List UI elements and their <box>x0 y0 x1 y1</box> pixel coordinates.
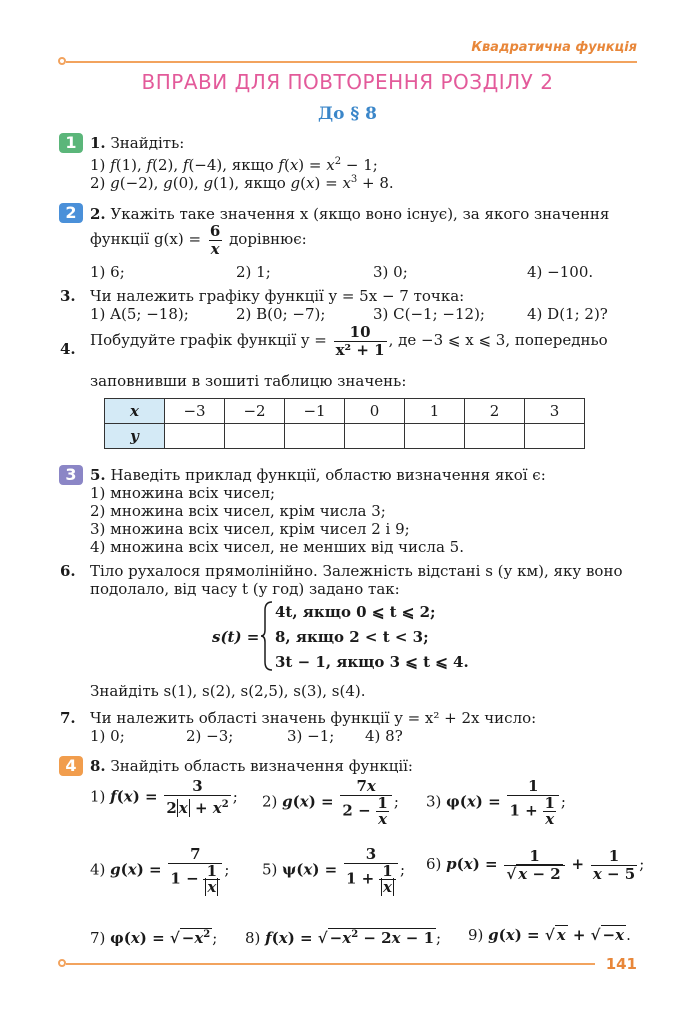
level-badge-2: 2 <box>59 203 83 223</box>
ex5-item-2: 2) множина всіх чисел, крім числа 3; <box>90 502 386 520</box>
ex5-item-1: 1) множина всіх чисел; <box>90 484 276 502</box>
ex6-lhs: s(t) = <box>212 628 260 646</box>
level-badge-1: 1 <box>59 133 83 153</box>
table-row <box>105 399 585 424</box>
header-rule <box>58 57 637 67</box>
ex8-item-7: 7) φ(x) = √ $-x^2$ ; <box>90 929 218 947</box>
table-header-y: y <box>105 424 165 449</box>
table-cell <box>525 424 585 449</box>
ex6-text1: Тіло рухалося прямолінійно. Залежність відстані s (у км), яку воно <box>90 562 623 580</box>
ex8-item-1: 1) f(x) = $\frac{3}{2 x + x^2}$ ; <box>90 777 238 817</box>
ex7-text: Чи належить області значень функції y = x² + 2x число: <box>90 709 537 727</box>
ex1-item-1: 1) f(1), f(2), f(−4), якщо $f(x) = x^2 - 1$; <box>90 156 378 174</box>
ex2-frac-num: 6 <box>209 221 221 240</box>
table-cell: 3 <box>525 399 585 424</box>
section-subtitle: До § 8 <box>317 104 377 124</box>
ex1-text: Знайдіть: <box>110 134 185 152</box>
ex1-number: 1. <box>90 134 106 152</box>
ex2-option-1: 1) 6; <box>90 263 125 281</box>
ex5-item-4: 4) множина всіх чисел, не менших від числа 5. <box>90 538 464 556</box>
table-cell <box>285 424 345 449</box>
ex2-fraction <box>208 223 222 258</box>
ex8-item-6: 6) p(x) = $\frac{1}{√ x - 2}$ + $\frac{1}{x - 5}$ ; <box>426 846 645 883</box>
table-header-x: x <box>105 399 165 424</box>
page-title: ВПРАВИ ДЛЯ ПОВТОРЕННЯ РОЗДІЛУ 2 <box>141 70 554 94</box>
ex7-option-1: 1) 0; <box>90 727 125 745</box>
table-cell: −2 <box>225 399 285 424</box>
ex2-option-3: 3) 0; <box>373 263 408 281</box>
ex1-item-2: 2) g(−2), g(0), g(1), якщо $g(x) = x^3 + 8$. <box>90 174 394 192</box>
ex4-text-b: , де −3 ⩽ x ⩽ 3, попередньо <box>388 331 608 349</box>
ex8-item-4: 4) g(x) = 7 1 − $\frac{1}{x}$ ; <box>90 845 230 896</box>
ex3-number: 3. <box>60 287 76 305</box>
ex8-text: Знайдіть область визначення функції: <box>110 757 413 775</box>
ex6-number: 6. <box>60 562 76 580</box>
table-cell: −1 <box>285 399 345 424</box>
table-cell <box>405 424 465 449</box>
table-cell <box>345 424 405 449</box>
ex4-fraction <box>334 324 387 359</box>
ex7-option-4: 4) 8? <box>365 727 403 745</box>
ex2-header <box>90 205 609 223</box>
ex2-text: Укажіть таке значення x (якщо воно існує), за якого значення <box>110 205 610 223</box>
ex6-text3: Знайдіть s(1), s(2), s(2,5), s(3), s(4). <box>90 682 366 700</box>
footer-rule <box>58 959 595 969</box>
ex3-option-2: 2) B(0; −7); <box>236 305 326 323</box>
page-number: 141 <box>605 955 637 973</box>
ex4-frac-den: x² + 1 <box>335 340 385 359</box>
ex4-text-a: Побудуйте графік функції y = <box>90 331 327 349</box>
ex7-option-2: 2) −3; <box>186 727 234 745</box>
table-cell <box>465 424 525 449</box>
ex7-number: 7. <box>60 709 76 727</box>
ex4-number: 4. <box>60 340 76 358</box>
ex2-frac-den: x <box>210 239 220 258</box>
table-cell: 2 <box>465 399 525 424</box>
ex8-item-2: 2) g(x) = 7x 2 − $\frac{1}{x}$ ; <box>262 777 399 828</box>
table-cell: −3 <box>165 399 225 424</box>
ex2-line2 <box>90 222 307 258</box>
ex2-text2b: дорівнює: <box>229 230 307 248</box>
level-badge-4: 4 <box>59 756 83 776</box>
ex2-number: 2. <box>90 205 106 223</box>
ex1-header <box>90 134 184 152</box>
ex3-text: Чи належить графіку функції y = 5x − 7 точка: <box>90 287 465 305</box>
level-badge-3: 3 <box>59 465 83 485</box>
ex8-header <box>90 757 413 775</box>
values-table <box>104 398 585 449</box>
ex8-item-3: 3) φ(x) = 1 1 + $\frac{1}{x}$ ; <box>426 777 566 828</box>
table-row <box>105 424 585 449</box>
ex8-item-9: 9) g(x) = √ x + √ −x . <box>468 926 631 944</box>
ex5-header <box>90 466 546 484</box>
ex8-item-5: 5) ψ(x) = 3 1 + $\frac{1}{x}$ ; <box>262 845 406 896</box>
ex3-option-3: 3) C(−1; −12); <box>373 305 485 323</box>
table-cell <box>225 424 285 449</box>
ex6-case-2: 8, якщо 2 < t < 3; <box>275 628 429 646</box>
ex4-text2: заповнивши в зошиті таблицю значень: <box>90 372 407 390</box>
ex4-line1 <box>90 323 608 359</box>
table-cell: 1 <box>405 399 465 424</box>
ex5-number: 5. <box>90 466 106 484</box>
ex2-option-4: 4) −100. <box>527 263 594 281</box>
running-header: Квадратична функція <box>471 40 637 55</box>
ex3-option-4: 4) D(1; 2)? <box>527 305 608 323</box>
table-cell <box>165 424 225 449</box>
ex7-option-3: 3) −1; <box>287 727 335 745</box>
ex5-text: Наведіть приклад функції, областю визначення якої є: <box>110 466 546 484</box>
ex3-option-1: 1) A(5; −18); <box>90 305 189 323</box>
ex8-item-8: 8) f(x) = √ $-x^2 - 2x - 1$ ; <box>245 929 442 947</box>
ex8-number: 8. <box>90 757 106 775</box>
ex6-text2: подолало, від часу t (у год) задано так: <box>90 580 400 598</box>
ex5-item-3: 3) множина всіх чисел, крім чисел 2 і 9; <box>90 520 410 538</box>
table-cell: 0 <box>345 399 405 424</box>
ex2-option-2: 2) 1; <box>236 263 271 281</box>
ex2-text2a: функції g(x) = <box>90 230 202 248</box>
ex6-case-1: 4t, якщо 0 ⩽ t ⩽ 2; <box>275 603 436 621</box>
ex6-case-3: 3t − 1, якщо 3 ⩽ t ⩽ 4. <box>275 653 469 671</box>
ex6-brace <box>260 600 274 672</box>
ex4-frac-num: 10 <box>349 322 371 341</box>
